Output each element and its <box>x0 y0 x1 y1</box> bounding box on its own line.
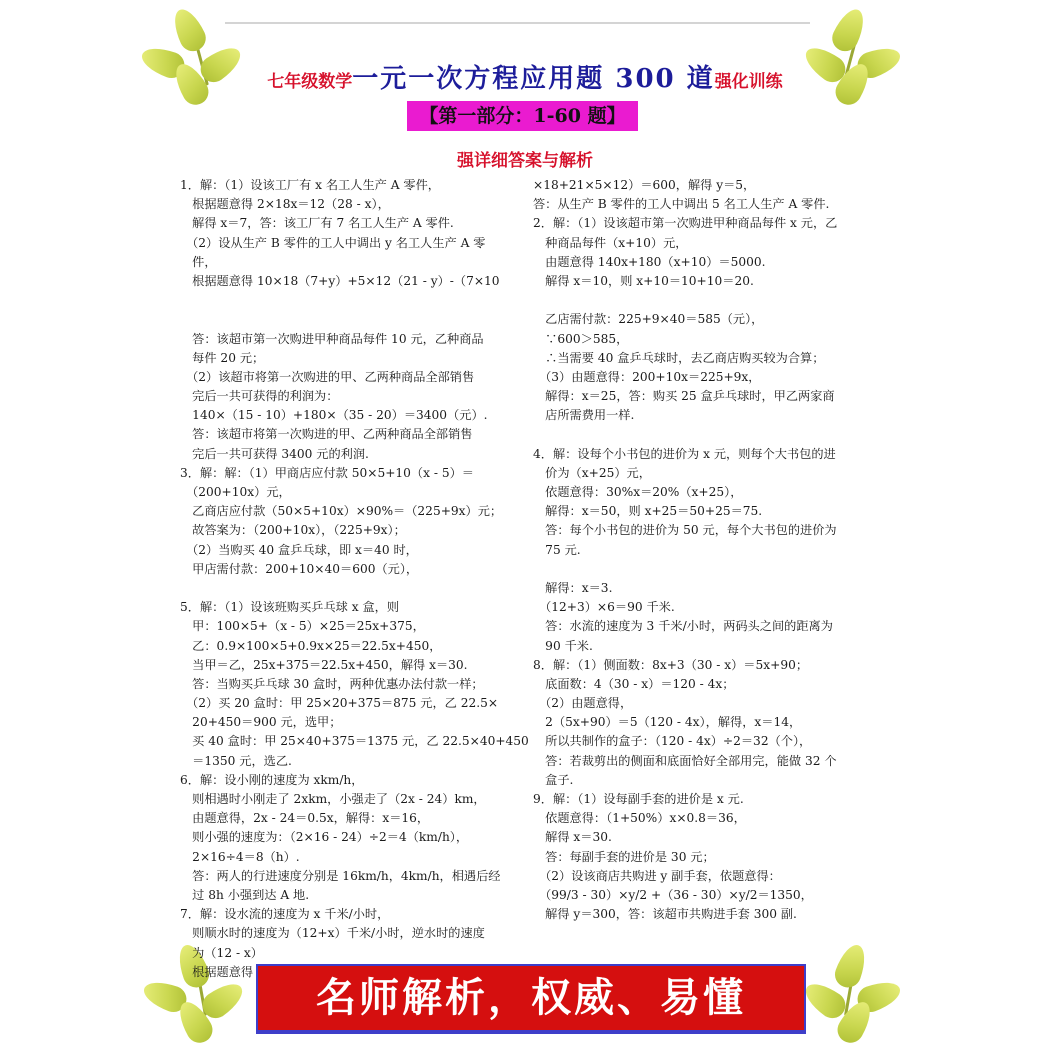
answer-line: 90 千米. <box>533 638 593 653</box>
answer-line: 2．解：（1）设该超市第一次购进甲种商品每件 x 元，乙 <box>533 216 838 231</box>
answer-line: 完后一共可获得的利润为： <box>180 389 339 404</box>
answer-line: 答：从生产 B 零件的工人中调出 5 名工人生产 A 零件. <box>533 197 830 212</box>
answer-line: （3）由题意得：200+10x＝225+9x， <box>533 369 761 384</box>
answer-line: 乙店需付款：225+9×40＝585（元）， <box>533 312 764 327</box>
answer-line: 1．解：（1）设该工厂有 x 名工人生产 A 零件， <box>180 178 440 192</box>
leaf-icon <box>168 5 210 56</box>
title-prefix: 七年级数学 <box>267 72 353 92</box>
answer-line: ∵600＞585， <box>533 331 629 346</box>
answer-line: 4．解：设每个小书包的进价为 x 元，则每个大书包的进 <box>533 446 836 461</box>
leaf-icon <box>828 5 870 56</box>
answer-line: 由题意得，2x - 24＝0.5x，解得：x＝16， <box>180 811 430 826</box>
answer-line: 答：该超市第一次购进甲种商品每件 10 元，乙种商品 <box>180 331 484 346</box>
answer-line: 2（5x+90）＝5（120 - 4x），解得，x＝14， <box>533 715 802 730</box>
answer-line: （2）当购买 40 盒乒乓球，即 x＝40 时， <box>180 542 418 557</box>
answer-line: 价为（x+25）元， <box>533 465 651 480</box>
answer-line: 故答案为：（200+10x），（225+9x）； <box>180 523 406 538</box>
answer-line: 根据题意得 2×18x＝12（28 - x）， <box>180 197 390 212</box>
title-main: 一元一次方程应用题 300 道 <box>352 64 715 94</box>
answer-line: 完后一共可获得 3400 元的利润. <box>180 446 369 461</box>
answer-line: 20+450＝900 元，选甲； <box>180 715 342 730</box>
answer-line: （99/3 - 30）×y/2 +（36 - 30）×y/2＝1350， <box>533 887 813 902</box>
title-suffix: 强化训练 <box>714 72 783 92</box>
answer-line: 所以共制作的盒子：（120 - 4x）÷2＝32（个）， <box>533 734 812 749</box>
answer-line: 为（12 - x） <box>180 945 263 960</box>
answer-line: （2）设该商店共购进 y 副手套，依题意得： <box>533 868 781 883</box>
answer-line: 买 40 盒时：甲 25×40+375＝1375 元，乙 22.5×40+450 <box>180 734 529 749</box>
answer-line: （2）由题意得， <box>533 696 633 711</box>
answer-line: 7．解：设水流的速度为 x 千米/小时， <box>180 907 390 922</box>
answer-line: 底面数：4（30 - x）＝120 - 4x； <box>533 676 735 691</box>
answer-line: 依题意得：（1+50%）x×0.8＝36， <box>533 811 746 826</box>
leaf-icon <box>831 941 870 991</box>
answer-line: 解得：x＝3. <box>533 580 613 595</box>
answer-line <box>180 579 510 598</box>
answer-line: 根据题意得 10×18（7+y）+5×12（21 - y）-（7×10 <box>180 273 500 288</box>
answer-line <box>533 425 873 444</box>
banner-underline <box>256 1030 806 1032</box>
answer-line: 由题意得 140x+180（x+10）＝5000. <box>533 254 766 269</box>
answer-line: （200+10x）元， <box>180 485 291 499</box>
answer-line: 答：每个小书包的进价为 50 元，每个大书包的进价为 <box>533 523 837 538</box>
answer-line: 店所需费用一样. <box>533 408 635 423</box>
answer-line: 乙：0.9×100×5+0.9x×25＝22.5x+450， <box>180 638 442 653</box>
section-subtitle: 【第一部分：1-60 题】 <box>407 101 638 131</box>
answer-line: 盒子. <box>533 772 574 787</box>
top-divider <box>225 22 810 24</box>
answer-line: 答：若裁剪出的侧面和底面恰好全部用完，能做 32 个 <box>533 753 837 768</box>
answer-line: 8．解：（1）侧面数：8x+3（30 - x）＝5x+90； <box>533 657 809 672</box>
answer-line: 乙商店应付款（50×5+10x）×90%＝（225+9x）元； <box>180 504 503 519</box>
answer-line: 过 8h 小强到达 A 地. <box>180 887 310 902</box>
answer-line: 答：水流的速度为 3 千米/小时，两码头之间的距离为 <box>533 619 833 634</box>
answer-line: （2）买 20 盒时：甲 25×20+375＝875 元，乙 22.5× <box>180 696 499 711</box>
answer-line: 件， <box>180 254 217 269</box>
answer-line: ∴当需要 40 盒乒乓球时，去乙商店购买较为合算； <box>533 350 825 365</box>
answer-line: （2）该超市将第一次购进的甲、乙两种商品全部销售 <box>180 369 475 384</box>
right-answer-column <box>533 176 873 924</box>
answer-line: 9．解：（1）设每副手套的进价是 x 元. <box>533 792 744 806</box>
answer-line: 解得 x＝10，则 x+10＝10+10＝20. <box>533 273 754 288</box>
answer-line: 解得 x＝7，答：该工厂有 7 名工人生产 A 零件. <box>180 216 454 231</box>
left-answer-column <box>180 176 529 982</box>
answer-line: 根据题意得 <box>180 964 254 979</box>
answer-line: 答：当购买乒乓球 30 盒时，两种优惠办法付款一样； <box>180 676 484 691</box>
answer-line: 种商品每件（x+10）元， <box>533 235 688 250</box>
answer-line: 解得 x＝30. <box>533 830 612 845</box>
answer-line: 75 元. <box>533 542 581 557</box>
answer-line: 则小强的速度为：（2×16 - 24）÷2＝4（km/h）， <box>180 830 469 845</box>
answers-headline: 强详细答案与解析 <box>457 151 593 171</box>
answer-line <box>180 291 510 310</box>
answer-line: ＝1350 元，选乙. <box>180 753 292 768</box>
answer-line: 则相遇时小刚走了 2xkm，小强走了（2x - 24）km， <box>180 792 486 806</box>
answer-line: 答：两人的行进速度分别是 16km/h，4km/h，相遇后经 <box>180 868 501 883</box>
answer-line <box>533 291 873 310</box>
answer-line: 当甲＝乙，25x+375＝22.5x+450，解得 x＝30. <box>180 657 468 672</box>
answer-line: 依题意得：30%x＝20%（x+25）， <box>533 485 743 499</box>
answer-line: 2×16÷4＝8（h）. <box>180 849 300 864</box>
answer-line: 甲：100×5+（x - 5）×25＝25x+375， <box>180 619 425 634</box>
answer-line <box>533 560 873 579</box>
answer-line: （12+3）×6＝90 千米. <box>533 600 675 615</box>
answer-line: 每件 20 元； <box>180 350 265 365</box>
answer-line: 答：该超市将第一次购进的甲、乙两种商品全部销售 <box>180 427 473 442</box>
answer-line: 解得：x＝25，答：购买 25 盒乒乓球时，甲乙两家商 <box>533 389 835 404</box>
answer-line: 140×（15 - 10）+180×（35 - 20）＝3400（元）. <box>180 408 488 423</box>
answer-line: 甲店需付款：200+10×40＝600（元）， <box>180 561 419 576</box>
answer-line: ×18+21×5×12）＝600，解得 y＝5， <box>533 178 756 192</box>
answer-line: （2）设从生产 B 零件的工人中调出 y 名工人生产 A 零 <box>180 235 486 250</box>
answer-line: 3．解：解：（1）甲商店应付款 50×5+10（x - 5）＝ <box>180 465 474 480</box>
answer-line <box>180 310 510 329</box>
answer-line: 6．解：设小刚的速度为 xkm/h， <box>180 772 364 787</box>
answer-line: 5．解：（1）设该班购买乒乓球 x 盒，则 <box>180 600 400 615</box>
answer-line: 解得：x＝50，则 x+25＝50+25＝75. <box>533 504 763 519</box>
answer-line: 解得 y＝300，答：该超市共购进手套 300 副. <box>533 907 797 922</box>
answer-line: 答：每副手套的进价是 30 元； <box>533 849 715 864</box>
answer-line: 则顺水时的速度为（12+x）千米/小时，逆水时的速度 <box>180 926 485 941</box>
document-title <box>0 58 1050 95</box>
promo-banner: 名师解析，权威、易懂 <box>256 964 806 1034</box>
